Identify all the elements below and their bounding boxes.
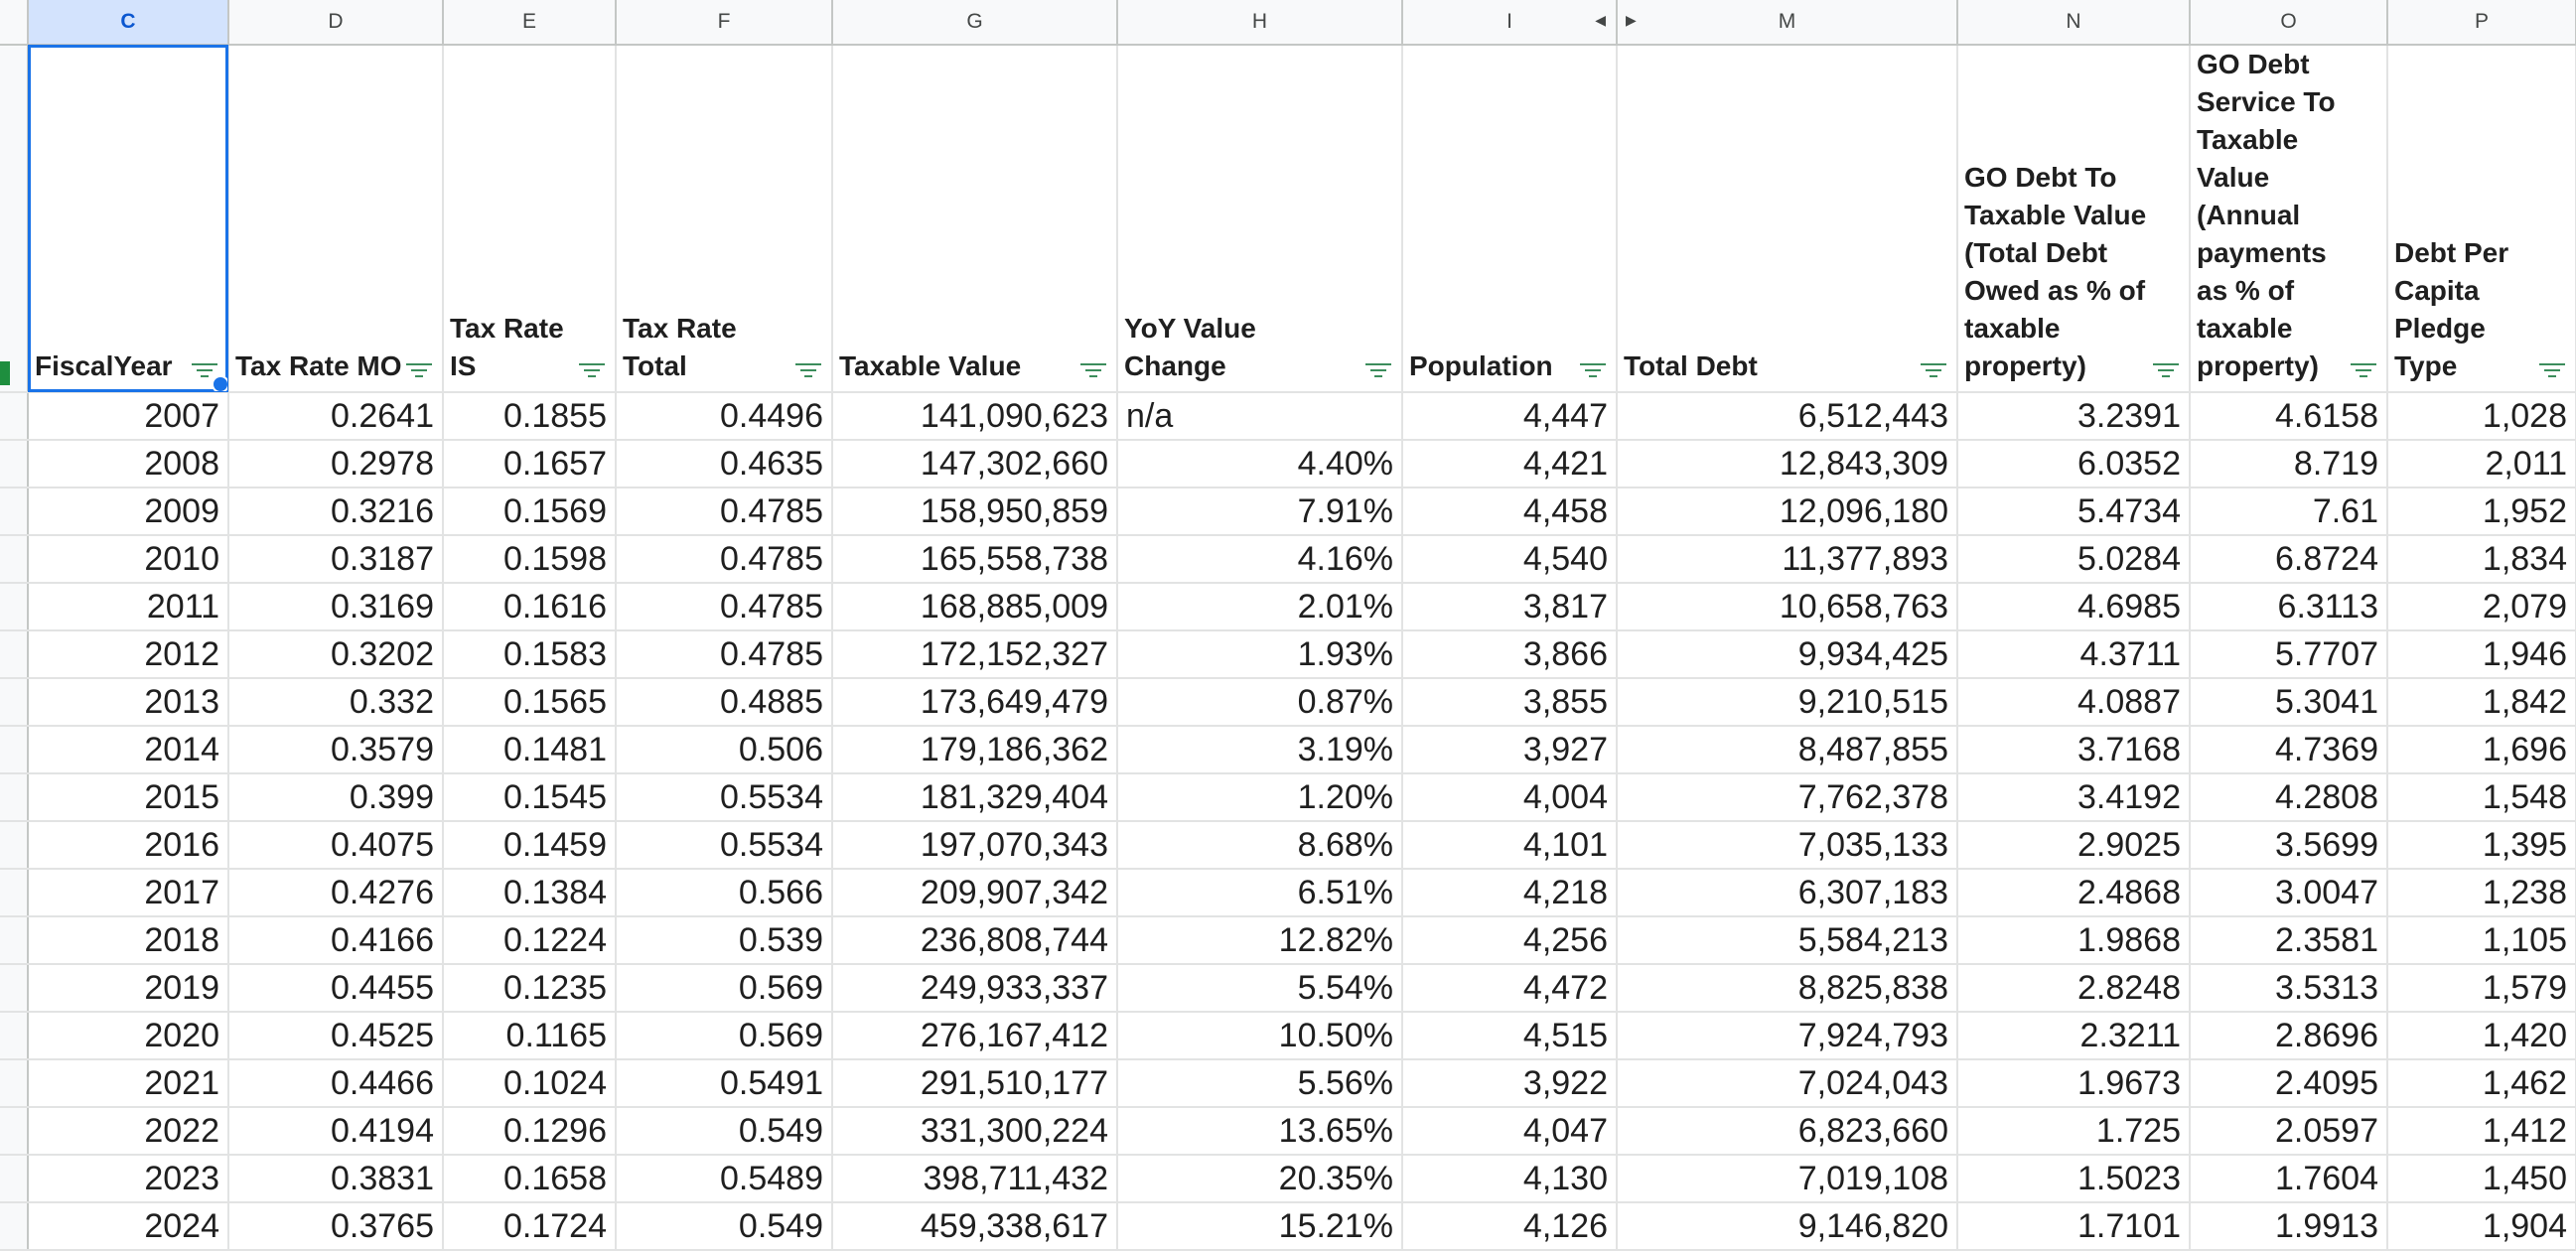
table-cell[interactable]: 4.0887 [1957, 678, 2190, 726]
table-cell[interactable]: 4,218 [1402, 869, 1617, 916]
table-cell[interactable]: 2,011 [2387, 440, 2576, 487]
header-cell-n[interactable] [1957, 45, 2190, 392]
table-cell[interactable]: 0.549 [616, 1107, 832, 1155]
table-cell[interactable]: 0.1224 [443, 916, 616, 964]
table-cell[interactable]: 4,004 [1402, 773, 1617, 821]
header-cell-c[interactable] [28, 45, 228, 392]
table-cell[interactable]: 0.3187 [228, 535, 443, 583]
row-header[interactable] [0, 916, 28, 964]
table-cell[interactable]: 3,927 [1402, 726, 1617, 773]
table-cell[interactable]: 2014 [28, 726, 228, 773]
row-header[interactable] [0, 1155, 28, 1202]
row-header[interactable] [0, 1012, 28, 1059]
table-cell[interactable]: 4,126 [1402, 1202, 1617, 1250]
table-cell[interactable]: 1.5023 [1957, 1155, 2190, 1202]
table-cell[interactable]: 9,210,515 [1617, 678, 1957, 726]
table-cell[interactable]: 331,300,224 [832, 1107, 1117, 1155]
header-cell-d[interactable] [228, 45, 443, 392]
filter-icon[interactable] [795, 363, 821, 381]
table-cell[interactable]: 236,808,744 [832, 916, 1117, 964]
filter-icon[interactable] [1365, 363, 1391, 381]
table-cell[interactable]: 8,487,855 [1617, 726, 1957, 773]
table-cell[interactable]: 0.4075 [228, 821, 443, 869]
header-label: Debt Per Capita Pledge Type [2394, 237, 2509, 381]
table-cell[interactable]: 3.2391 [1957, 392, 2190, 440]
table-cell[interactable]: 2.0597 [2190, 1107, 2387, 1155]
column-letter-e[interactable]: E [443, 0, 616, 45]
table-cell[interactable]: 1,105 [2387, 916, 2576, 964]
filter-icon[interactable] [406, 363, 432, 381]
table-cell[interactable]: 249,933,337 [832, 964, 1117, 1012]
table-cell[interactable]: 9,934,425 [1617, 630, 1957, 678]
table-cell[interactable]: 4,256 [1402, 916, 1617, 964]
table-cell[interactable]: 0.1235 [443, 964, 616, 1012]
row-header[interactable] [0, 392, 28, 440]
table-cell[interactable]: 0.4885 [616, 678, 832, 726]
column-letter-f[interactable]: F [616, 0, 832, 45]
table-cell[interactable]: 4,047 [1402, 1107, 1617, 1155]
header-label: Tax Rate Total [623, 313, 737, 381]
table-cell[interactable]: 0.3202 [228, 630, 443, 678]
table-cell[interactable]: 2.4095 [2190, 1059, 2387, 1107]
table-cell[interactable]: 0.1024 [443, 1059, 616, 1107]
filter-icon[interactable] [1080, 363, 1106, 381]
table-cell[interactable]: 179,186,362 [832, 726, 1117, 773]
table-cell[interactable]: 0.2641 [228, 392, 443, 440]
table-cell[interactable]: 0.4785 [616, 630, 832, 678]
table-cell[interactable]: 1,904 [2387, 1202, 2576, 1250]
column-letter-i[interactable]: I ◀ [1402, 0, 1617, 45]
table-row [0, 487, 2576, 535]
table-cell[interactable]: 3,866 [1402, 630, 1617, 678]
table-cell[interactable]: 0.1481 [443, 726, 616, 773]
table-cell[interactable]: 5,584,213 [1617, 916, 1957, 964]
table-cell[interactable]: 4,458 [1402, 487, 1617, 535]
table-cell[interactable]: 2,079 [2387, 583, 2576, 630]
table-cell[interactable]: 0.4496 [616, 392, 832, 440]
table-cell[interactable]: 0.1565 [443, 678, 616, 726]
filter-icon[interactable] [2351, 363, 2376, 381]
table-cell[interactable]: 5.7707 [2190, 630, 2387, 678]
table-cell[interactable]: 4,447 [1402, 392, 1617, 440]
table-cell[interactable]: 6,512,443 [1617, 392, 1957, 440]
table-cell[interactable]: 1,462 [2387, 1059, 2576, 1107]
row-header[interactable] [0, 535, 28, 583]
header-cell-f[interactable] [616, 45, 832, 392]
header-cell-o[interactable] [2190, 45, 2387, 392]
table-cell[interactable]: 3.7168 [1957, 726, 2190, 773]
table-cell[interactable]: 7,035,133 [1617, 821, 1957, 869]
table-cell[interactable]: 1.9913 [2190, 1202, 2387, 1250]
table-cell[interactable]: 0.4785 [616, 487, 832, 535]
table-cell[interactable]: 2019 [28, 964, 228, 1012]
table-cell[interactable]: 1.7604 [2190, 1155, 2387, 1202]
table-cell[interactable]: 1,834 [2387, 535, 2576, 583]
table-row [0, 964, 2576, 1012]
table-cell[interactable]: 181,329,404 [832, 773, 1117, 821]
table-cell[interactable]: 6.8724 [2190, 535, 2387, 583]
header-cell-p[interactable] [2387, 45, 2576, 392]
table-cell[interactable]: 1,238 [2387, 869, 2576, 916]
table-cell[interactable]: 2012 [28, 630, 228, 678]
table-cell[interactable]: 2.4868 [1957, 869, 2190, 916]
table-cell[interactable]: 0.569 [616, 964, 832, 1012]
table-cell[interactable]: 2009 [28, 487, 228, 535]
table-cell[interactable]: 1.20% [1117, 773, 1402, 821]
table-cell[interactable]: 6,307,183 [1617, 869, 1957, 916]
table-cell[interactable]: 168,885,009 [832, 583, 1117, 630]
select-all-corner[interactable] [0, 0, 28, 45]
header-label: GO Debt To Taxable Value (Total Debt Owed as % of taxable property) [1964, 162, 2147, 381]
table-cell[interactable]: 11,377,893 [1617, 535, 1957, 583]
table-cell[interactable]: 0.332 [228, 678, 443, 726]
table-cell[interactable]: 2.8248 [1957, 964, 2190, 1012]
header-label: YoY Value Change [1124, 313, 1256, 381]
table-cell[interactable]: 0.4635 [616, 440, 832, 487]
table-cell[interactable]: 8.719 [2190, 440, 2387, 487]
row-header[interactable] [0, 440, 28, 487]
table-cell[interactable]: 209,907,342 [832, 869, 1117, 916]
table-cell[interactable]: 172,152,327 [832, 630, 1117, 678]
row-header[interactable] [0, 1202, 28, 1250]
header-label: FiscalYear [35, 350, 173, 381]
table-cell[interactable]: 7,024,043 [1617, 1059, 1957, 1107]
column-letter-d[interactable]: D [228, 0, 443, 45]
table-cell[interactable]: 10.50% [1117, 1012, 1402, 1059]
table-cell[interactable]: 0.87% [1117, 678, 1402, 726]
row-header[interactable] [0, 630, 28, 678]
table-cell[interactable]: 0.1384 [443, 869, 616, 916]
table-cell[interactable]: 0.399 [228, 773, 443, 821]
table-cell[interactable]: 2013 [28, 678, 228, 726]
table-cell[interactable]: 5.54% [1117, 964, 1402, 1012]
table-row [0, 869, 2576, 916]
filter-icon[interactable] [2153, 363, 2179, 381]
filter-icon[interactable] [192, 363, 217, 381]
table-cell[interactable]: 0.4785 [616, 583, 832, 630]
table-cell[interactable]: 1.7101 [1957, 1202, 2190, 1250]
table-cell[interactable]: 4,101 [1402, 821, 1617, 869]
table-cell[interactable]: 0.1658 [443, 1155, 616, 1202]
table-cell[interactable]: 2015 [28, 773, 228, 821]
table-row [0, 1012, 2576, 1059]
table-row [0, 535, 2576, 583]
table-cell[interactable]: 7.91% [1117, 487, 1402, 535]
column-letter-p[interactable]: P [2387, 0, 2576, 45]
table-cell[interactable]: 4,472 [1402, 964, 1617, 1012]
table-cell[interactable]: 3.4192 [1957, 773, 2190, 821]
header-label: Population [1409, 350, 1553, 381]
table-cell[interactable]: 0.4525 [228, 1012, 443, 1059]
table-row [0, 1059, 2576, 1107]
table-cell[interactable]: 0.1724 [443, 1202, 616, 1250]
header-label: Tax Rate MO [235, 350, 402, 381]
table-row [0, 583, 2576, 630]
table-row [0, 678, 2576, 726]
table-cell[interactable]: 459,338,617 [832, 1202, 1117, 1250]
table-cell[interactable]: 0.1657 [443, 440, 616, 487]
table-cell[interactable]: 20.35% [1117, 1155, 1402, 1202]
table-cell[interactable]: 141,090,623 [832, 392, 1117, 440]
row-header[interactable] [0, 773, 28, 821]
table-cell[interactable]: 0.1569 [443, 487, 616, 535]
table-cell[interactable]: 0.5489 [616, 1155, 832, 1202]
table-cell[interactable]: 4.6985 [1957, 583, 2190, 630]
table-cell[interactable]: 0.1616 [443, 583, 616, 630]
table-cell[interactable]: 4,130 [1402, 1155, 1617, 1202]
table-cell[interactable]: 1.9673 [1957, 1059, 2190, 1107]
table-cell[interactable]: 6.0352 [1957, 440, 2190, 487]
table-cell[interactable]: 3.0047 [2190, 869, 2387, 916]
table-cell[interactable]: 2.3211 [1957, 1012, 2190, 1059]
table-cell[interactable]: 3,855 [1402, 678, 1617, 726]
row-header[interactable] [0, 726, 28, 773]
filter-icon[interactable] [2539, 363, 2565, 381]
header-label: Total Debt [1624, 350, 1758, 381]
table-cell[interactable]: 276,167,412 [832, 1012, 1117, 1059]
table-cell[interactable]: 0.549 [616, 1202, 832, 1250]
table-row [0, 1202, 2576, 1250]
table-cell[interactable]: 8,825,838 [1617, 964, 1957, 1012]
table-cell[interactable]: 3.5699 [2190, 821, 2387, 869]
table-cell[interactable]: 1,952 [2387, 487, 2576, 535]
table-cell[interactable]: 1,420 [2387, 1012, 2576, 1059]
header-cell-m[interactable] [1617, 45, 1957, 392]
table-cell[interactable]: 0.4276 [228, 869, 443, 916]
table-cell[interactable]: 1,028 [2387, 392, 2576, 440]
row-header[interactable] [0, 869, 28, 916]
table-cell[interactable]: 1,548 [2387, 773, 2576, 821]
table-cell[interactable]: 4.7369 [2190, 726, 2387, 773]
table-cell[interactable]: 1,450 [2387, 1155, 2576, 1202]
table-cell[interactable]: 12,096,180 [1617, 487, 1957, 535]
table-cell[interactable]: 8.68% [1117, 821, 1402, 869]
table-cell[interactable]: 2011 [28, 583, 228, 630]
table-cell[interactable]: 2024 [28, 1202, 228, 1250]
table-cell[interactable]: 2018 [28, 916, 228, 964]
header-label: GO Debt Service To Taxable Value (Annual payments as % of taxable property) [2197, 49, 2336, 381]
table-cell[interactable]: 2023 [28, 1155, 228, 1202]
table-cell[interactable]: 7.61 [2190, 487, 2387, 535]
table-cell[interactable]: 12.82% [1117, 916, 1402, 964]
table-cell[interactable]: 2016 [28, 821, 228, 869]
table-cell[interactable]: 158,950,859 [832, 487, 1117, 535]
table-cell[interactable]: 1.93% [1117, 630, 1402, 678]
table-cell[interactable]: 0.3831 [228, 1155, 443, 1202]
table-cell[interactable]: 2010 [28, 535, 228, 583]
table-cell[interactable]: 4,540 [1402, 535, 1617, 583]
table-cell[interactable]: 4.3711 [1957, 630, 2190, 678]
header-cell-i[interactable] [1402, 45, 1617, 392]
table-row [0, 440, 2576, 487]
table-row [0, 821, 2576, 869]
table-cell[interactable]: 0.1296 [443, 1107, 616, 1155]
row-header[interactable] [0, 821, 28, 869]
table-cell[interactable]: 0.4194 [228, 1107, 443, 1155]
row-header[interactable] [0, 487, 28, 535]
table-cell[interactable]: 3,817 [1402, 583, 1617, 630]
table-cell[interactable]: 291,510,177 [832, 1059, 1117, 1107]
table-cell[interactable]: 2022 [28, 1107, 228, 1155]
table-cell[interactable]: 5.4734 [1957, 487, 2190, 535]
table-cell[interactable]: 6.51% [1117, 869, 1402, 916]
table-cell[interactable]: 4.40% [1117, 440, 1402, 487]
table-row [0, 726, 2576, 773]
table-cell[interactable]: 0.1598 [443, 535, 616, 583]
table-cell[interactable]: 0.4466 [228, 1059, 443, 1107]
table-row [0, 1107, 2576, 1155]
table-cell[interactable]: 7,762,378 [1617, 773, 1957, 821]
table-cell[interactable]: 2007 [28, 392, 228, 440]
table-cell[interactable]: 5.56% [1117, 1059, 1402, 1107]
table-cell[interactable]: 1,395 [2387, 821, 2576, 869]
row-header[interactable] [0, 1107, 28, 1155]
table-cell[interactable]: 165,558,738 [832, 535, 1117, 583]
column-letter-g[interactable]: G [832, 0, 1117, 45]
column-letter-m[interactable]: M ▶ [1617, 0, 1957, 45]
table-cell[interactable]: 0.2978 [228, 440, 443, 487]
row-header[interactable] [0, 1059, 28, 1107]
table-cell[interactable]: 2.01% [1117, 583, 1402, 630]
column-letter-o[interactable]: O [2190, 0, 2387, 45]
table-cell[interactable]: 7,019,108 [1617, 1155, 1957, 1202]
row-header[interactable] [0, 678, 28, 726]
table-row [0, 392, 2576, 440]
table-cell[interactable]: 4.2808 [2190, 773, 2387, 821]
table-cell[interactable]: 3.5313 [2190, 964, 2387, 1012]
table-cell[interactable]: 1.9868 [1957, 916, 2190, 964]
table-cell[interactable]: 0.539 [616, 916, 832, 964]
table-cell[interactable]: 2.9025 [1957, 821, 2190, 869]
column-letter-n[interactable]: N [1957, 0, 2190, 45]
hidden-columns-left-arrow-icon[interactable]: ◀ [1595, 12, 1606, 28]
table-cell[interactable]: 0.1459 [443, 821, 616, 869]
filter-icon[interactable] [1921, 363, 1946, 381]
table-row [0, 773, 2576, 821]
table-cell[interactable]: 2021 [28, 1059, 228, 1107]
table-cell[interactable]: 12,843,309 [1617, 440, 1957, 487]
table-row [0, 1155, 2576, 1202]
table-cell[interactable]: 7,924,793 [1617, 1012, 1957, 1059]
table-cell[interactable]: 1,946 [2387, 630, 2576, 678]
table-cell[interactable]: 2008 [28, 440, 228, 487]
table-cell[interactable]: 0.506 [616, 726, 832, 773]
table-cell[interactable]: 0.1545 [443, 773, 616, 821]
filter-icon[interactable] [1580, 363, 1606, 381]
table-cell[interactable]: 398,711,432 [832, 1155, 1117, 1202]
filter-icon[interactable] [579, 363, 605, 381]
table-cell[interactable]: 9,146,820 [1617, 1202, 1957, 1250]
table-cell[interactable]: 0.4166 [228, 916, 443, 964]
table-cell[interactable]: 0.3579 [228, 726, 443, 773]
table-cell[interactable]: 0.1165 [443, 1012, 616, 1059]
table-cell[interactable]: 15.21% [1117, 1202, 1402, 1250]
table-cell[interactable]: 1,842 [2387, 678, 2576, 726]
row-header[interactable] [0, 583, 28, 630]
table-cell[interactable]: 0.1855 [443, 392, 616, 440]
table-cell[interactable]: 0.3216 [228, 487, 443, 535]
header-label: Taxable Value [839, 350, 1022, 381]
table-cell[interactable]: 1.725 [1957, 1107, 2190, 1155]
table-cell[interactable]: 2.8696 [2190, 1012, 2387, 1059]
table-cell[interactable]: 2017 [28, 869, 228, 916]
table-cell[interactable]: 1,696 [2387, 726, 2576, 773]
table-cell[interactable]: 0.3169 [228, 583, 443, 630]
table-cell[interactable]: 0.5491 [616, 1059, 832, 1107]
header-cell-g[interactable] [832, 45, 1117, 392]
table-cell[interactable]: 4,421 [1402, 440, 1617, 487]
table-cell[interactable]: 0.5534 [616, 773, 832, 821]
table-cell[interactable]: 0.4785 [616, 535, 832, 583]
column-letter-c[interactable]: C [28, 0, 228, 45]
header-row [0, 45, 2576, 392]
table-cell[interactable]: 0.566 [616, 869, 832, 916]
table-cell[interactable]: 1,579 [2387, 964, 2576, 1012]
row-header-1[interactable] [0, 45, 28, 392]
table-row [0, 916, 2576, 964]
table-cell[interactable]: 4.6158 [2190, 392, 2387, 440]
table-cell[interactable]: 10,658,763 [1617, 583, 1957, 630]
table-cell[interactable]: 13.65% [1117, 1107, 1402, 1155]
table-cell[interactable]: 2.3581 [2190, 916, 2387, 964]
table-cell[interactable]: 2020 [28, 1012, 228, 1059]
table-cell[interactable]: 147,302,660 [832, 440, 1117, 487]
table-cell[interactable]: 6,823,660 [1617, 1107, 1957, 1155]
table-cell[interactable]: 0.1583 [443, 630, 616, 678]
table-cell[interactable]: 173,649,479 [832, 678, 1117, 726]
table-cell[interactable]: n/a [1117, 392, 1402, 440]
column-letter-row [0, 0, 2576, 45]
header-cell-e[interactable] [443, 45, 616, 392]
table-cell[interactable]: 3.19% [1117, 726, 1402, 773]
table-cell[interactable]: 5.0284 [1957, 535, 2190, 583]
table-cell[interactable]: 0.3765 [228, 1202, 443, 1250]
table-row [0, 630, 2576, 678]
hidden-columns-right-arrow-icon[interactable]: ▶ [1626, 12, 1637, 28]
table-cell[interactable]: 0.4455 [228, 964, 443, 1012]
table-cell[interactable]: 6.3113 [2190, 583, 2387, 630]
table-cell[interactable]: 5.3041 [2190, 678, 2387, 726]
table-cell[interactable]: 0.5534 [616, 821, 832, 869]
column-letter-h[interactable]: H [1117, 0, 1402, 45]
table-cell[interactable]: 3,922 [1402, 1059, 1617, 1107]
table-cell[interactable]: 197,070,343 [832, 821, 1117, 869]
table-cell[interactable]: 1,412 [2387, 1107, 2576, 1155]
table-cell[interactable]: 0.569 [616, 1012, 832, 1059]
frozen-row-marker [0, 361, 10, 385]
header-cell-h[interactable] [1117, 45, 1402, 392]
row-header[interactable] [0, 964, 28, 1012]
table-cell[interactable]: 4.16% [1117, 535, 1402, 583]
header-label: Tax Rate IS [450, 313, 564, 381]
table-cell[interactable]: 4,515 [1402, 1012, 1617, 1059]
